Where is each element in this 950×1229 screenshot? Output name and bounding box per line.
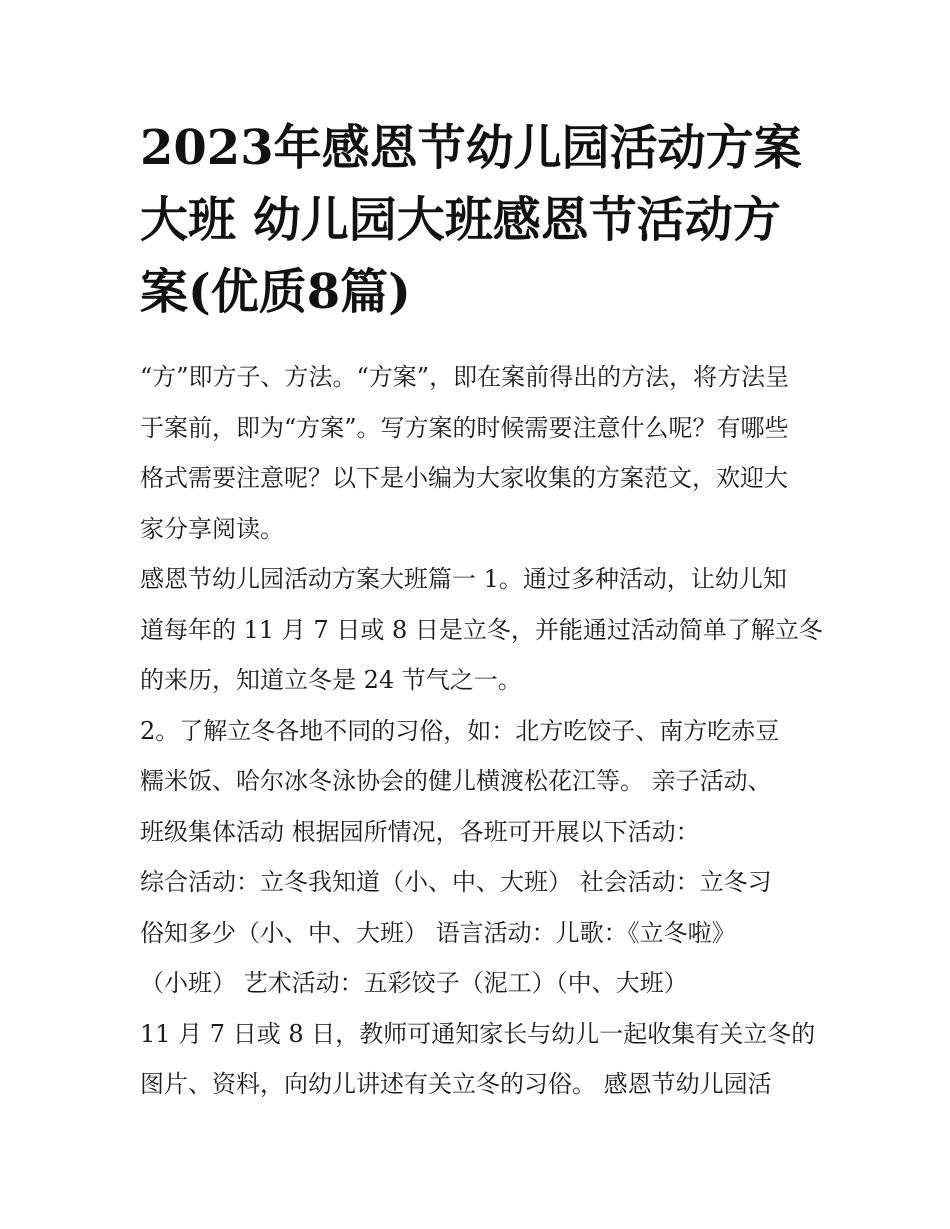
body-line: （小班） 艺术活动：五彩饺子（泥工）（中、大班） <box>140 969 688 997</box>
body-line: “方”即方子、方法。“方案”，即在案前得出的方法，将方法呈 <box>140 363 790 391</box>
body-line: 格式需要注意呢？以下是小编为大家收集的方案范文，欢迎大 <box>140 464 788 492</box>
title-line-1: 2023年感恩节幼儿园活动方案 <box>140 120 802 176</box>
document-body <box>140 352 823 1110</box>
body-line: 俗知多少（小、中、大班） 语言活动：儿歌：《立冬啦》 <box>140 918 736 947</box>
body-line: 道每年的 11 月 7 日或 8 日是立冬，并能通过活动简单了解立冬 <box>140 615 823 644</box>
body-line: 的来历，知道立冬是 24 节气之一。 <box>140 666 522 694</box>
body-line: 感恩节幼儿园活动方案大班篇一 1。通过多种活动，让幼儿知 <box>140 565 787 593</box>
title-line-3: 案(优质8篇) <box>140 264 411 320</box>
body-line: 2。了解立冬各地不同的习俗，如：北方吃饺子、南方吃赤豆 <box>140 716 780 745</box>
title-line-2: 大班 幼儿园大班感恩节活动方 <box>140 192 781 248</box>
body-line: 综合活动：立冬我知道（小、中、大班） 社会活动：立冬习 <box>140 868 772 896</box>
body-line: 于案前，即为“方案”。写方案的时候需要注意什么呢？有哪些 <box>140 413 789 442</box>
document-title <box>140 112 820 328</box>
body-line: 11 月 7 日或 8 日，教师可通知家长与幼儿一起收集有关立冬的 <box>140 1019 816 1048</box>
body-line: 糯米饭、哈尔冰冬泳协会的健儿横渡松花江等。 亲子活动、 <box>140 767 772 795</box>
body-line: 图片、资料，向幼儿讲述有关立冬的习俗。 感恩节幼儿园活 <box>140 1070 772 1098</box>
body-line: 家分享阅读。 <box>140 514 284 543</box>
body-line: 班级集体活动 根据园所情况，各班可开展以下活动： <box>140 817 700 846</box>
